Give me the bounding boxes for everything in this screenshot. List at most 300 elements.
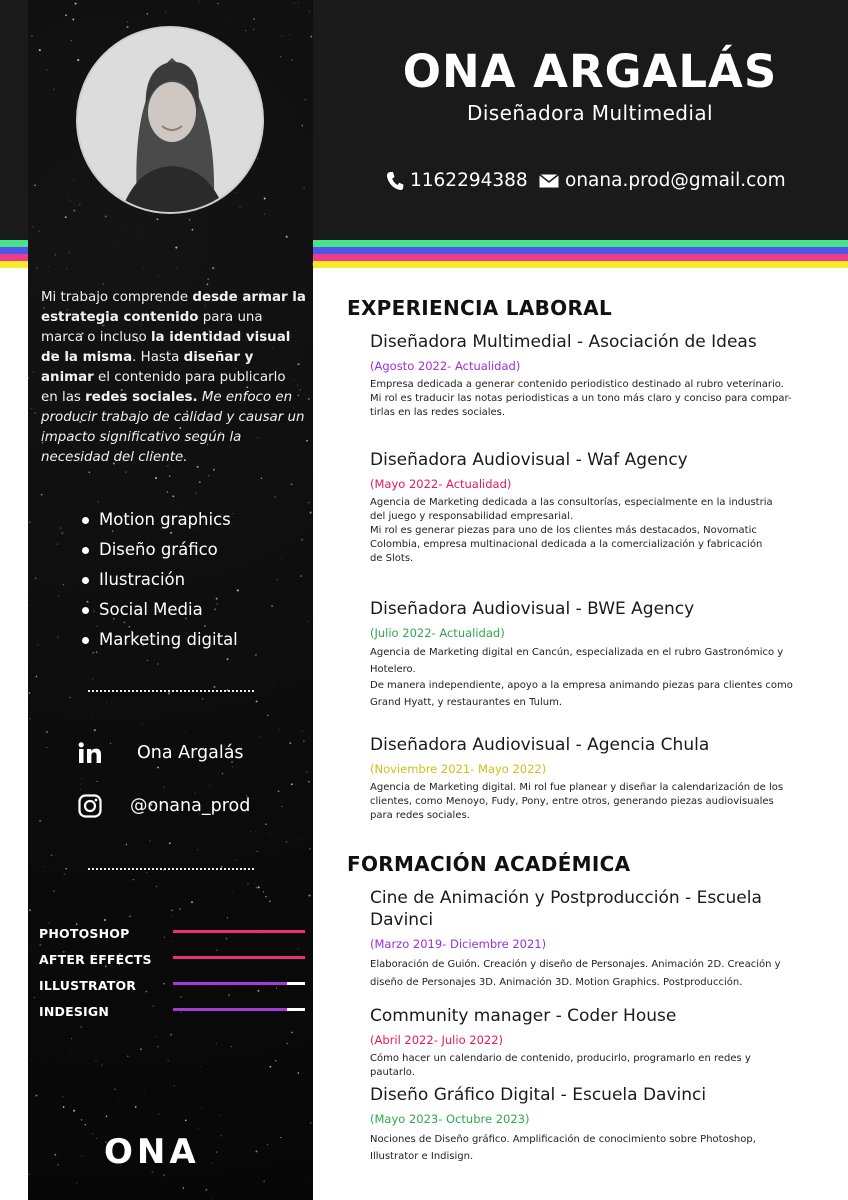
star	[264, 197, 266, 199]
star	[85, 1124, 86, 1125]
entry-line: Nociones de Diseño gráfico. Amplificación de conocimiento sobre Photoshop,	[370, 1134, 756, 1145]
ona-logo	[104, 1133, 212, 1167]
star	[169, 475, 170, 476]
star	[308, 398, 310, 400]
star	[70, 200, 71, 201]
star	[126, 844, 127, 845]
star	[73, 210, 75, 212]
tool-row	[39, 1004, 305, 1030]
star	[298, 2, 299, 3]
star	[171, 910, 172, 911]
star	[199, 481, 201, 483]
star	[207, 284, 209, 286]
star	[81, 783, 82, 784]
about-bold: redes sociales.	[85, 390, 198, 405]
star	[172, 915, 173, 916]
star	[48, 266, 49, 267]
star	[126, 26, 128, 28]
star	[291, 1032, 293, 1034]
entry-title: Diseñadora Audiovisual - BWE Agency	[370, 599, 695, 619]
star	[280, 1137, 281, 1138]
star	[309, 11, 310, 12]
dotted-divider	[88, 868, 254, 870]
star	[170, 1034, 172, 1036]
star	[127, 1055, 129, 1057]
about-bold: la identidad visual de la misma	[41, 330, 291, 365]
star	[76, 1182, 77, 1183]
entry-title: Community manager - Coder House	[370, 1006, 677, 1026]
star	[197, 849, 198, 850]
entry-title: Diseñadora Audiovisual - Waf Agency	[370, 450, 688, 470]
star	[215, 1048, 216, 1049]
star	[36, 267, 38, 269]
about-part: el contenido para publicarlo en las	[41, 370, 286, 405]
star	[179, 908, 181, 910]
star	[92, 678, 94, 680]
tool-level-bar	[173, 956, 305, 959]
star	[92, 715, 93, 716]
entry-line: Empresa dedicada a generar contenido periodistico destinado al rubro veterinario.	[370, 379, 784, 390]
star	[38, 230, 40, 232]
skill-label: Marketing digital	[99, 630, 238, 649]
star	[273, 683, 274, 684]
star	[292, 59, 294, 61]
star	[73, 1110, 75, 1112]
about-part: para una marca o incluso	[41, 310, 263, 345]
star	[289, 34, 290, 35]
star	[307, 6, 308, 7]
star	[269, 1066, 271, 1068]
star	[168, 673, 169, 674]
star	[106, 702, 107, 703]
star	[232, 767, 233, 768]
star	[261, 478, 262, 479]
star	[70, 1054, 71, 1055]
star	[103, 853, 104, 854]
star	[65, 14, 67, 16]
skill-label: Motion graphics	[99, 510, 231, 529]
about-part: . Hasta	[132, 350, 184, 365]
portrait-image	[78, 28, 264, 214]
star	[267, 715, 268, 716]
star	[255, 654, 257, 656]
star	[35, 577, 37, 579]
star	[275, 496, 276, 497]
entry-title: Diseñadora Multimedial - Asociación de Ideas	[370, 332, 757, 352]
star	[46, 747, 47, 748]
star	[302, 125, 303, 126]
star	[294, 2, 295, 3]
star	[34, 997, 35, 998]
star	[67, 196, 68, 197]
skill-item	[82, 595, 238, 625]
star	[307, 621, 308, 622]
star	[209, 785, 210, 786]
star	[98, 905, 99, 906]
star	[62, 1096, 63, 1097]
star	[37, 645, 39, 647]
star	[58, 595, 59, 596]
star	[259, 736, 260, 737]
star	[278, 790, 280, 792]
entry-line: del juego y responsabilidad empresarial.	[370, 511, 574, 522]
star	[185, 1119, 187, 1121]
entry-line: Hotelero.	[370, 663, 416, 675]
star	[221, 1115, 222, 1116]
star	[247, 873, 248, 874]
about-text	[41, 288, 306, 468]
star	[277, 491, 278, 492]
star	[125, 471, 126, 472]
star	[186, 680, 187, 681]
tool-name: PHOTOSHOP	[39, 926, 130, 941]
star	[122, 229, 123, 230]
star	[29, 909, 31, 911]
bullet-icon	[82, 517, 89, 524]
star	[31, 35, 32, 36]
tool-name: INDESIGN	[39, 1004, 110, 1019]
tool-row	[39, 978, 305, 1004]
star	[279, 155, 280, 156]
star	[82, 778, 83, 779]
star	[271, 605, 273, 607]
star	[247, 883, 249, 885]
star	[96, 1138, 97, 1139]
entry-description	[370, 781, 795, 823]
star	[205, 1189, 207, 1191]
star	[156, 218, 158, 220]
star	[235, 859, 237, 861]
star	[39, 820, 41, 822]
star	[281, 558, 282, 559]
star	[208, 475, 210, 477]
skill-label: Diseño gráfico	[99, 540, 218, 559]
star	[308, 781, 310, 783]
entry-description	[370, 1131, 795, 1165]
star	[310, 512, 312, 514]
star	[280, 56, 282, 58]
star	[196, 493, 197, 494]
tool-name: ILLUSTRATOR	[39, 978, 137, 993]
star	[142, 723, 143, 724]
instagram-handle: @onana_prod	[130, 796, 251, 816]
star	[140, 1048, 142, 1050]
star	[168, 692, 170, 694]
star	[286, 841, 288, 843]
star	[147, 13, 148, 14]
star	[286, 236, 288, 238]
profile-photo	[76, 26, 264, 214]
star	[299, 907, 300, 908]
star	[199, 1, 200, 2]
star	[66, 268, 67, 269]
star	[232, 891, 233, 892]
entry-dates: (Agosto 2022- Actualidad)	[370, 359, 521, 373]
person-role: Diseñadora Multimedial	[467, 101, 713, 125]
star	[102, 1127, 103, 1128]
star	[31, 946, 32, 947]
tool-level-fill	[173, 982, 287, 985]
star	[60, 264, 61, 265]
star	[227, 917, 228, 918]
star	[72, 718, 73, 719]
star	[291, 783, 293, 785]
star	[256, 700, 258, 702]
star	[163, 787, 164, 788]
skills-list	[82, 505, 238, 655]
star	[276, 579, 277, 580]
entry-dates: (Julio 2022- Actualidad)	[370, 626, 505, 640]
star	[28, 1173, 30, 1175]
star	[127, 21, 128, 22]
experience-heading: EXPERIENCIA LABORAL	[347, 296, 612, 320]
star	[178, 1131, 179, 1132]
email-icon	[539, 173, 559, 189]
star	[28, 584, 29, 585]
star	[106, 1116, 108, 1118]
star	[57, 543, 59, 545]
star	[152, 696, 153, 697]
star	[216, 1043, 217, 1044]
star	[173, 1085, 175, 1087]
star	[119, 1099, 120, 1100]
bullet-icon	[82, 607, 89, 614]
entry-dates: (Mayo 2022- Actualidad)	[370, 477, 512, 491]
tool-level-bar	[173, 1008, 305, 1011]
instagram-icon	[78, 794, 102, 818]
entry-line: diseño de Personajes 3D. Animación 3D. Motion Graphics. Postproducción.	[370, 977, 743, 988]
bullet-icon	[82, 547, 89, 554]
entry-description	[370, 496, 795, 566]
star	[201, 792, 202, 793]
tool-level-bar	[173, 930, 305, 933]
star	[217, 3, 218, 4]
star	[143, 267, 144, 268]
star	[172, 495, 174, 497]
entry-line: tirlas en las redes sociales.	[370, 407, 506, 418]
skill-item	[82, 625, 238, 655]
star	[250, 831, 251, 832]
star	[227, 658, 229, 660]
star	[157, 663, 159, 665]
star	[305, 213, 306, 214]
entry-line: Agencia de Marketing dedicada a las consultorías, especialmente en la industria	[370, 497, 773, 508]
experience-entry	[370, 734, 795, 823]
skill-label: Social Media	[99, 600, 203, 619]
entry-line: Elaboración de Guión. Creación y diseño de Personajes. Animación 2D. Creación y	[370, 959, 781, 970]
star	[71, 40, 72, 41]
star	[257, 851, 259, 853]
entry-line: clientes, como Menoyo, Fudy, Pony, entre otros, generando piezas audiovisuales	[370, 796, 774, 807]
star	[281, 806, 282, 807]
star	[129, 915, 131, 917]
star	[63, 1106, 65, 1108]
star	[48, 922, 50, 924]
star	[270, 834, 271, 835]
experience-entry	[370, 598, 795, 711]
star	[212, 1162, 213, 1163]
star	[150, 1104, 151, 1105]
tool-row	[39, 926, 305, 952]
star	[158, 276, 159, 277]
star	[36, 676, 38, 678]
star	[256, 1150, 258, 1152]
education-entry	[370, 1005, 795, 1080]
instagram-link[interactable]	[78, 794, 250, 818]
linkedin-handle: Ona Argalás	[137, 743, 244, 763]
education-entry	[370, 887, 790, 992]
star	[228, 17, 229, 18]
star	[53, 89, 55, 91]
star	[303, 187, 304, 188]
bullet-icon	[82, 637, 89, 644]
star	[33, 371, 35, 373]
star	[29, 522, 30, 523]
linkedin-link[interactable]	[78, 742, 244, 764]
skill-item	[82, 565, 238, 595]
star	[253, 29, 254, 30]
star	[51, 854, 53, 856]
star	[249, 640, 250, 641]
logo-text: ONA	[104, 1133, 200, 1167]
star	[50, 1057, 51, 1058]
star	[97, 781, 98, 782]
dotted-divider	[88, 690, 254, 692]
star	[222, 773, 223, 774]
entry-title: Diseñadora Audiovisual - Agencia Chula	[370, 735, 710, 755]
star	[44, 866, 45, 867]
star	[31, 294, 32, 295]
person-name: ONA ARGALÁS	[402, 45, 778, 98]
star	[63, 873, 65, 875]
star	[306, 1180, 307, 1181]
star	[192, 229, 194, 231]
entry-line: Grand Hyatt, y restaurantes en Tulum.	[370, 696, 563, 708]
star	[30, 407, 32, 409]
star	[309, 848, 311, 850]
star	[265, 823, 267, 825]
education-entry	[370, 1084, 795, 1165]
star	[258, 886, 260, 888]
linkedin-icon	[78, 742, 104, 764]
skill-item	[82, 505, 238, 535]
star	[34, 184, 36, 186]
star	[34, 412, 35, 413]
star	[304, 99, 306, 101]
star	[77, 862, 78, 863]
star	[133, 879, 134, 880]
software-skills	[39, 926, 305, 1030]
star	[51, 172, 52, 173]
star	[33, 408, 34, 409]
star	[46, 69, 47, 70]
star	[86, 850, 87, 851]
skill-label: Ilustración	[99, 570, 186, 589]
star	[46, 731, 48, 733]
phone-icon	[386, 171, 404, 191]
star	[202, 698, 203, 699]
sidebar	[28, 0, 313, 1200]
entry-dates: (Mayo 2023- Octubre 2023)	[370, 1112, 530, 1126]
tool-level-fill	[173, 1008, 287, 1011]
star	[156, 886, 157, 887]
star	[306, 771, 307, 772]
about-italic: Me enfoco en producir trabajo de calidad y causar un impacto significativo según la necesidad del cliente.	[41, 390, 305, 465]
star	[81, 1119, 83, 1121]
star	[212, 267, 214, 269]
star	[101, 1064, 103, 1066]
tool-level-bar	[173, 982, 305, 985]
star	[31, 1059, 32, 1060]
star	[169, 842, 171, 844]
star	[306, 440, 308, 442]
star	[301, 539, 303, 541]
email-contact[interactable]	[539, 170, 786, 191]
star	[135, 1106, 137, 1108]
star	[308, 894, 310, 896]
star	[55, 254, 57, 256]
star	[49, 131, 50, 132]
star	[257, 158, 258, 159]
experience-entry	[370, 331, 795, 420]
skill-item	[82, 535, 238, 565]
star	[73, 179, 74, 180]
star	[200, 1066, 201, 1067]
star	[57, 1164, 59, 1166]
entry-description	[370, 1052, 795, 1080]
star	[35, 1094, 37, 1096]
star	[256, 494, 257, 495]
star	[263, 1181, 265, 1183]
entry-title: Diseño Gráfico Digital - Escuela Davinci	[370, 1085, 707, 1105]
star	[75, 520, 76, 521]
star	[42, 3, 43, 4]
star	[28, 377, 29, 379]
star	[81, 1156, 82, 1157]
star	[300, 575, 302, 577]
star	[41, 494, 43, 496]
star	[202, 1107, 203, 1108]
star	[61, 532, 63, 534]
star	[39, 49, 41, 51]
star	[146, 872, 147, 873]
star	[75, 3, 77, 5]
star	[183, 1187, 185, 1189]
star	[29, 718, 30, 719]
star	[264, 214, 265, 215]
star	[88, 471, 90, 473]
phone-contact[interactable]	[386, 170, 528, 191]
star	[163, 1174, 165, 1176]
star	[29, 605, 30, 606]
star	[231, 1046, 232, 1047]
star	[239, 206, 241, 208]
star	[156, 1036, 157, 1037]
star	[71, 1038, 72, 1039]
star	[92, 1133, 93, 1134]
star	[167, 491, 168, 492]
star	[237, 192, 238, 193]
star	[303, 740, 304, 741]
star	[105, 215, 107, 217]
star	[44, 241, 45, 242]
star	[213, 686, 215, 688]
star	[301, 839, 302, 840]
star	[283, 682, 284, 683]
star	[302, 731, 303, 732]
star	[310, 1122, 311, 1123]
star	[175, 247, 177, 249]
